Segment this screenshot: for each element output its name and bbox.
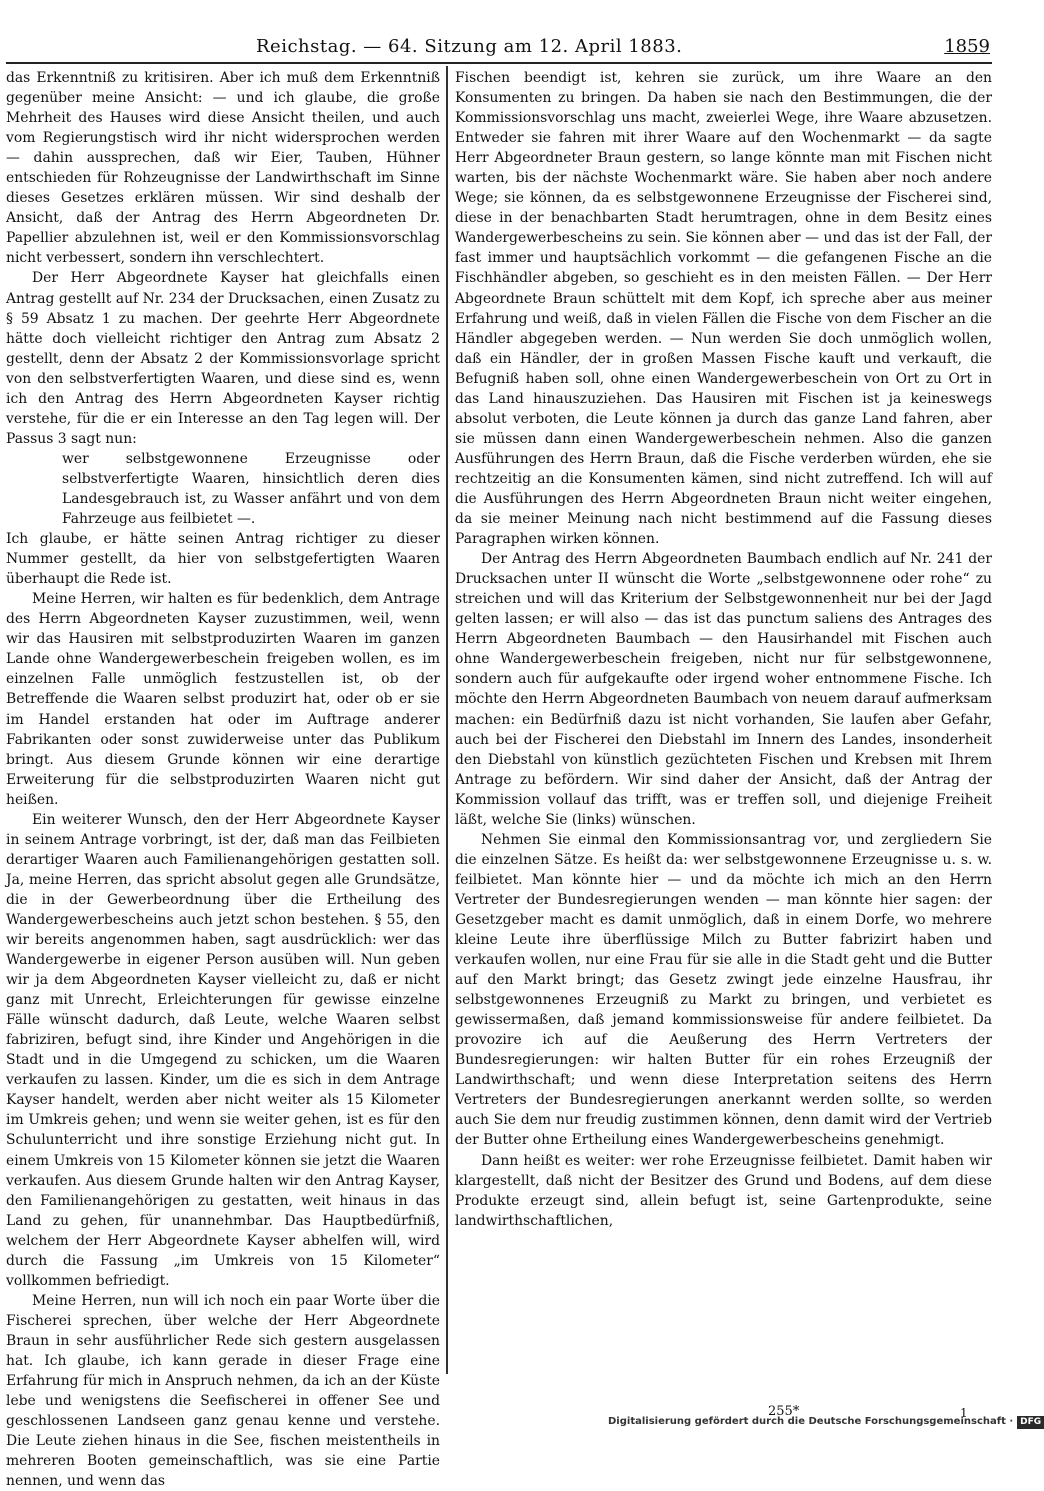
dfg-logo: DFG bbox=[1017, 1416, 1044, 1429]
paragraph: Ich glaube, er hätte seinen Antrag richtiger zu dieser Nummer gestellt, da hier von selbstgefertigten Waaren überhaupt die Rede ist. bbox=[6, 531, 440, 588]
page-number: 1859 bbox=[944, 36, 990, 57]
column-divider bbox=[446, 66, 448, 1374]
signature-mark: 255* bbox=[768, 1404, 800, 1419]
footer-text: Digitalisierung gefördert durch die Deutsche Forschungsgemeinschaft · bbox=[608, 1416, 1014, 1427]
paragraph: Der Herr Abgeordnete Kayser hat gleichfalls einen Antrag gestellt auf Nr. 234 der Drucksachen, einen Zusatz zu § 59 Absatz 1 zu machen. Der geehrte Herr Abgeordnete hätte doch vielleicht richtiger den Antrag zum Absatz 2 gestellt, denn der Absatz 2 der Kommissionsvorlage spricht von den selbstverfertigten Waaren, und diese sind es, wenn ich den Antrag des Herrn Abgeordneten Kayser richtig verstehe, für die er ein Interesse an den Tag legen will. Der Passus 3 sagt nun: bbox=[6, 270, 440, 447]
block-quote: wer selbstgewonnene Erzeugnisse oder selbstverfertigte Waaren, hinsichtlich deren dies Landesgebrauch ist, zu Wasser anfährt und von dem Fahrzeuge aus feilbietet —. bbox=[62, 450, 440, 528]
paragraph: Meine Herren, nun will ich noch ein paar Worte über die Fischerei sprechen, über welche der Herr Abgeordnete Braun in sehr ausführlicher Rede sich gestern ausgelassen hat. Ich glaube, ich kann gerade in dieser Frage eine Erfahrung für mich in Anspruch nehmen, da ich an der Küste lebe und wenigstens die Seefischerei in offener See und geschlossenen Landseen ganz genau kenne und verstehe. Die Leute ziehen hinaus in die See, fischen meistentheils in mehreren Booten gemeinschaftlich, was sie eine Partie nennen, und wenn das bbox=[6, 1292, 440, 1490]
paragraph: Nehmen Sie einmal den Kommissionsantrag vor, und zergliedern Sie die einzelnen Sätze. Es heißt da: wer selbstgewonnene Erzeugnisse u. s. w. feilbietet. Man könnte hier — und da möchte ich mich an den Herrn Vertreter der Bundesregierungen wenden — man könnte hier sagen: der Gesetzgeber macht es damit unmöglich, daß in einem Dorfe, wo mehrere kleine Leute ihre überflüssige Milch zu Butter fabrizirt haben und verkaufen wollen, nur eine Frau für sie alle in die Stadt geht und die Butter auf den Markt bringt; das Gesetz zwingt jede einzelne Hausfrau, ihr selbstgewonnenes Erzeugniß zu Markt zu bringen, und verbietet es gewissermaßen, daß jemand kommissionsweise für andere feilbietet. Da provozire ich auf die Aeußerung des Herrn Vertreters der Bundesregierungen: wir halten Butter für ein rohes Erzeugniß der Landwirthschaft; und wenn diese Interpretation seitens des Herrn Vertreters der Bundesregierungen anerkannt werden sollte, so werden auch Sie dem nur freudig zustimmen können, denn damit wird der Vertrieb der Butter ohne Ertheilung eines Wandergewerbescheins genehmigt. bbox=[455, 831, 992, 1149]
paragraph: Fischen beendigt ist, kehren sie zurück, um ihre Waare an den Konsumenten zu bringen. Da haben sie nach den Bestimmungen, die der Kommissionsvorschlag uns macht, zweierlei Wege, ihre Waare abzusetzen. Entweder sie fahren mit ihrer Waare auf den Wochenmarkt — da sagte Herr Abgeordneter Braun gestern, so lange könnte man mit Fischen nicht warten, bis der nächste Wochenmarkt wäre. Sie haben aber noch andere Wege; sie können, da es selbstgewonnene Erzeugnisse der Fischerei sind, diese in der benachbarten Stadt herumtragen, ohne in dem Besitz eines Wandergewerbescheins zu sein. Sie können aber — und das ist der Fall, der fast immer und hauptsächlich vorkommt — die gefangenen Fische an die Fischhändler abgeben, so geschieht es in den meisten Fällen. — Der Herr Abgeordnete Braun schüttelt mit dem Kopf, ich spreche aber aus meiner Erfahrung und weiß, daß in vielen Fällen die Fische von dem Fischer an die Händler abgegeben werden. — Nun werden Sie doch unmöglich wollen, daß ein Händler, der in großen Massen Fische kauft und verkauft, die Befugniß haben soll, ohne einen Wandergewerbeschein von Ort zu Ort in das Land hinauszuziehen. Das Hausiren mit Fischen ist ja keineswegs absolut verboten, die Leute können ja durch das ganze Land fahren, aber sie müssen dann einen Wandergewerbeschein nehmen. Also die ganzen Ausführungen des Herrn Braun, daß die Fische verderben würden, ehe sie rechtzeitig an die Konsumenten kämen, sind nicht zutreffend. Ich will auf die Ausführungen des Herrn Abgeordneten Braun nicht weiter eingehen, da sie meiner Meinung nach nicht bestimmend auf die Fassung dieses Paragraphen wirken können. bbox=[455, 70, 992, 548]
page-header bbox=[6, 36, 990, 60]
left-column bbox=[6, 68, 440, 1490]
margin-mark: 1 bbox=[960, 1406, 968, 1420]
header-rule bbox=[6, 62, 992, 64]
digitization-footer bbox=[608, 1416, 1042, 1430]
running-head-title: Reichstag. — 64. Sitzung am 12. April 1883. bbox=[256, 36, 683, 57]
paragraph: Meine Herren, wir halten es für bedenklich, dem Antrage des Herrn Abgeordneten Kayser zuzustimmen, weil, wenn wir das Hausiren mit selbstproduzirten Waaren im ganzen Lande ohne Wandergewerbeschein freigeben wollen, es im einzelnen Falle unmöglich festzustellen ist, ob der Betreffende die Waaren selbst produzirt hat, oder ob er sie im Handel erstanden hat oder im Auftrage anderer Fabrikanten oder sonst zuwiderweise unter das Publikum bringt. Aus diesem Grunde können wir eine derartige Erweiterung für die selbstproduzirten Waaren nicht gut heißen. bbox=[6, 591, 440, 808]
right-column bbox=[455, 68, 992, 1374]
paragraph: das Erkenntniß zu kritisiren. Aber ich muß dem Erkenntniß gegenüber meine Ansicht: — und ich glaube, die große Mehrheit des Hauses wird diese Ansicht theilen, und auch vom Regierungstisch wird ihr nicht widersprochen werden — dahin aussprechen, daß wir Eier, Tauben, Hühner entschieden für Rohzeugnisse der Landwirthschaft im Sinne dieses Gesetzes erklären müssen. Wir sind deshalb der Ansicht, daß der Antrag des Herrn Abgeordneten Dr. Papellier abzulehnen ist, weil er den Kommissionsvorschlag nicht verbessert, sondern ihn verschlechtert. bbox=[6, 70, 440, 267]
paragraph: Dann heißt es weiter: wer rohe Erzeugnisse feilbietet. Damit haben wir klargestellt, daß nicht der Besitzer des Grund und Bodens, auf dem diese Produkte erzeugt sind, allein befugt ist, seine Gartenprodukte, seine landwirthschaftlichen, bbox=[455, 1152, 992, 1229]
paragraph: Ein weiterer Wunsch, den der Herr Abgeordnete Kayser in seinem Antrage vorbringt, ist der, daß man das Feilbieten derartiger Waaren auch Familienangehörigen gestatten soll. Ja, meine Herren, das spricht absolut gegen alle Grundsätze, die in der Gewerbeordnung über die Ertheilung des Wandergewerbescheins auch jetzt schon bestehen. § 55, den wir bereits angenommen haben, sagt ausdrücklich: wer das Wandergewerbe in eigener Person ausüben will. Nun geben wir ja dem Abgeordneten Kayser vielleicht zu, daß er nicht ganz mit Unrecht, Erleichterungen für gewisse einzelne Fälle wünscht dadurch, daß Leute, welche Waaren selbst fabriziren, befugt sind, ihre Kinder und Angehörigen in die Stadt und in die Umgegend zu schicken, um die Waaren verkaufen zu lassen. Kinder, um die es sich in dem Antrage Kayser handelt, werden aber nicht weiter als 15 Kilometer im Umkreis gehen; und wenn sie weiter gehen, ist es für den Schulunterricht und ihre sonstige Erziehung nicht gut. In einem Umkreis von 15 Kilometer können sie jetzt die Waaren verkaufen. Aus diesem Grunde halten wir den Antrag Kayser, den Familienangehörigen zu gestatten, weit hinaus in das Land zu gehen, für unannehmbar. Das Hauptbedürfniß, welchem der Herr Abgeordnete Kayser abhelfen will, wird durch die Fassung „im Umkreis von 15 Kilometer“ vollkommen befriedigt. bbox=[6, 811, 440, 1289]
paragraph: Der Antrag des Herrn Abgeordneten Baumbach endlich auf Nr. 241 der Drucksachen unter II wünscht die Worte „selbstgewonnene oder rohe“ zu streichen und will das Kriterium der Selbstgewonnenheit nur bei der Jagd gelten lassen; er will also — das ist das punctum saliens des Antrages des Herrn Abgeordneten Baumbach — den Hausirhandel mit Fischen auch ohne Wandergewerbeschein freigeben, nicht nur für selbstgewonnene, sondern auch für aufgekaufte oder irgend woher entnommene Fische. Ich möchte den Herrn Abgeordneten Baumbach von neuem darauf aufmerksam machen: ein Bedürfniß dazu ist nicht vorhanden, Sie laufen aber Gefahr, auch bei der Fischerei den Diebstahl im Innern des Landes, insonderheit den Diebstahl von künstlich gezüchteten Fischen und Krebsen mit Ihrem Antrage zu befördern. Wir sind daher der Ansicht, daß der Antrag der Kommission vollauf das trifft, was er treffen soll, und diejenige Freiheit läßt, welche Sie (links) wünschen. bbox=[455, 551, 992, 828]
